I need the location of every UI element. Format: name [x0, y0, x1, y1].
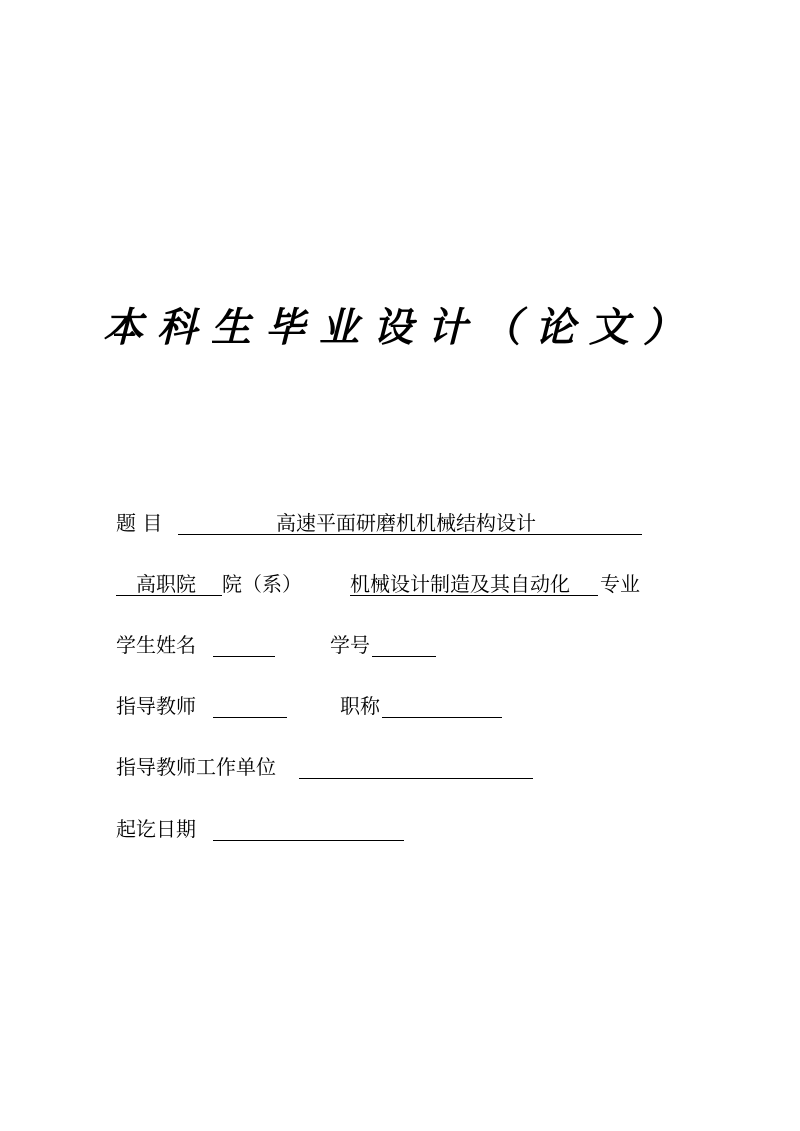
topic-row: [116, 508, 646, 538]
department-major-row: [116, 569, 646, 599]
major-label: 专业: [600, 572, 640, 596]
student-id-underline: [372, 656, 436, 657]
department-label: 院（系）: [222, 572, 302, 596]
page-title: 本科生毕业设计（论文）: [103, 304, 697, 351]
advisor-label: 指导教师: [116, 694, 196, 718]
advisor-unit-label: 指导教师工作单位: [116, 755, 276, 779]
student-name-label: 学生姓名: [116, 633, 196, 657]
department-value[interactable]: 高职院: [136, 572, 196, 596]
advisor-title-underline: [382, 717, 502, 718]
advisor-title-label: 职称: [340, 694, 380, 718]
major-value[interactable]: 机械设计制造及其自动化: [350, 572, 570, 596]
advisor-underline: [213, 717, 287, 718]
advisor-row: [116, 691, 516, 721]
student-name-underline: [213, 656, 275, 657]
student-id-label: 学号: [330, 633, 370, 657]
date-range-label: 起讫日期: [116, 817, 196, 841]
date-range-row: [116, 814, 416, 844]
topic-label: 题 目: [116, 511, 163, 535]
advisor-unit-underline: [299, 778, 533, 779]
advisor-unit-row: [116, 752, 546, 782]
student-row: [116, 630, 446, 660]
date-range-underline: [213, 840, 404, 841]
topic-value[interactable]: 高速平面研磨机机械结构设计: [276, 511, 536, 535]
